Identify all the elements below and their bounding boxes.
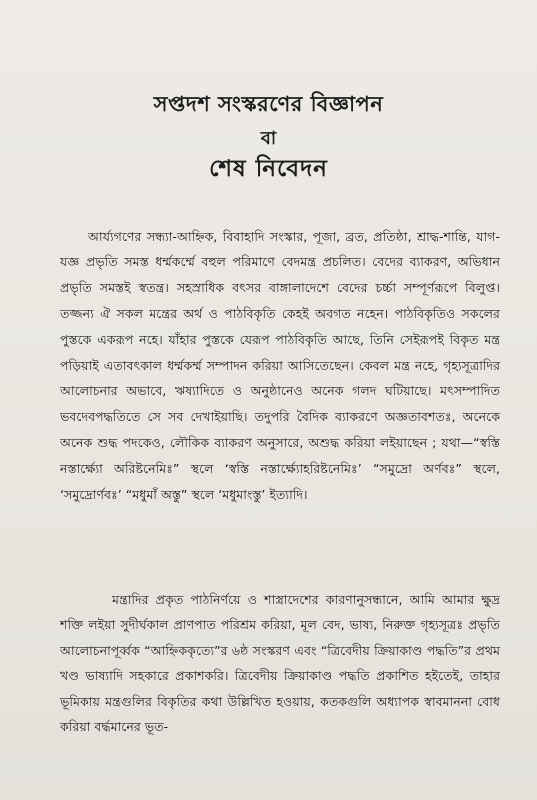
- title-connector: বা: [260, 128, 277, 149]
- page-subtitle: শেষ নিবেদন: [209, 156, 328, 182]
- body-paragraph-1: আর্য্যগণের সন্ধ্যা-আহ্নিক, বিবাহাদি সংস্কার, পূজা, ব্রত, প্রতিষ্ঠা, শ্রাদ্ধ-শান্তি, যাগ-যজ্ঞ প্রভৃতি সমস্ত ধর্ম্মকর্ম্মে বহুল পরিমাণে বেদমন্ত্র প্রচলিত। বেদের ব্যাকরণ, অভিধান প্রভৃতি সমস্তই স্বতন্ত্র। সহস্রাধিক বৎসর বাঙ্গালাদেশে বেদের চর্চ্চা সম্পূর্ণরূপে বিলুপ্ত। তজ্জন্য ঐ সকল মন্ত্রের অর্থ ও পাঠবিকৃতি কেহই অবগত নহেন। পাঠবিকৃতিও সকলের পুস্তকে একরূপ নহে। যাঁহার পুস্তকে যেরূপ পাঠবিকৃতি আছে, তিনি সেইরূপই বিকৃত মন্ত্র পড়িয়াই এতাবৎকাল ধর্ম্মকর্ম্ম সম্পাদন করিয়া আসিতেছেন। কেবল মন্ত্র নহে, গৃহ্যসূত্রাদির আলোচনার অভাবে, ঋষ্যাদিতে ও অনুষ্ঠানেও অনেক গলদ ঘটিয়াছে। মৎসম্পাদিত ভবদেবপদ্ধতিতে সে সব দেখাইয়াছি। তদুপরি বৈদিক ব্যাকরণে অজ্ঞতাবশতঃ, অনেকে অনেক শুদ্ধ পদকেও, লৌকিক ব্যাকরণ অনুসারে, অশুদ্ধ করিয়া লইয়াছেন ; যথা—“স্বস্তি নস্তার্ক্ষ্যো অরিষ্টনেমিঃ” স্থলে ‘স্বস্তি নস্তার্ক্ষ্যোহরিষ্টনেমিঃ’ “সমুদ্রো অর্ণবঃ” স্থলে, ‘সমুদ্রোর্ণবঃ’ “মধুমাঁ অস্তু” স্থলে ‘মধুমাংস্তু’ ইত্যাদি।: [60, 228, 500, 502]
- body-paragraph-2: মন্ত্রাদির প্রকৃত পাঠনির্ণয়ে ও শাস্ত্রাদেশের কারণানুসন্ধানে, আমি আমার ক্ষুদ্র শক্তি লইয়া সুদীর্ঘকাল প্রাণপাত পরিশ্রম করিয়া, মূল বেদ, ভাষ্য, নিরুক্ত গৃহ্যসূত্রঃ প্রভৃতি আলোচনাপূর্ব্বক “আহ্নিককৃত্যে”র ৬ষ্ঠ সংস্করণ এবং “ত্রিবেদীয় ক্রিয়াকাণ্ড পদ্ধতি”র প্রথম খণ্ড ভাষ্যাদি সহকারে প্রকাশকরি। ত্রিবেদীয় ক্রিয়াকাণ্ড পদ্ধতি প্রকাশিত হইতেই, তাহার ভূমিকায় মন্ত্রগুলির বিকৃতির কথা উল্লিখিত হওয়ায়, কতকগুলি অধ্যাপক স্বাবমাননা বোধ করিয়া বর্দ্ধমানের ভূত-: [60, 591, 500, 735]
- page-title: সপ্তদশ সংস্করণের বিজ্ঞাপন: [153, 92, 384, 116]
